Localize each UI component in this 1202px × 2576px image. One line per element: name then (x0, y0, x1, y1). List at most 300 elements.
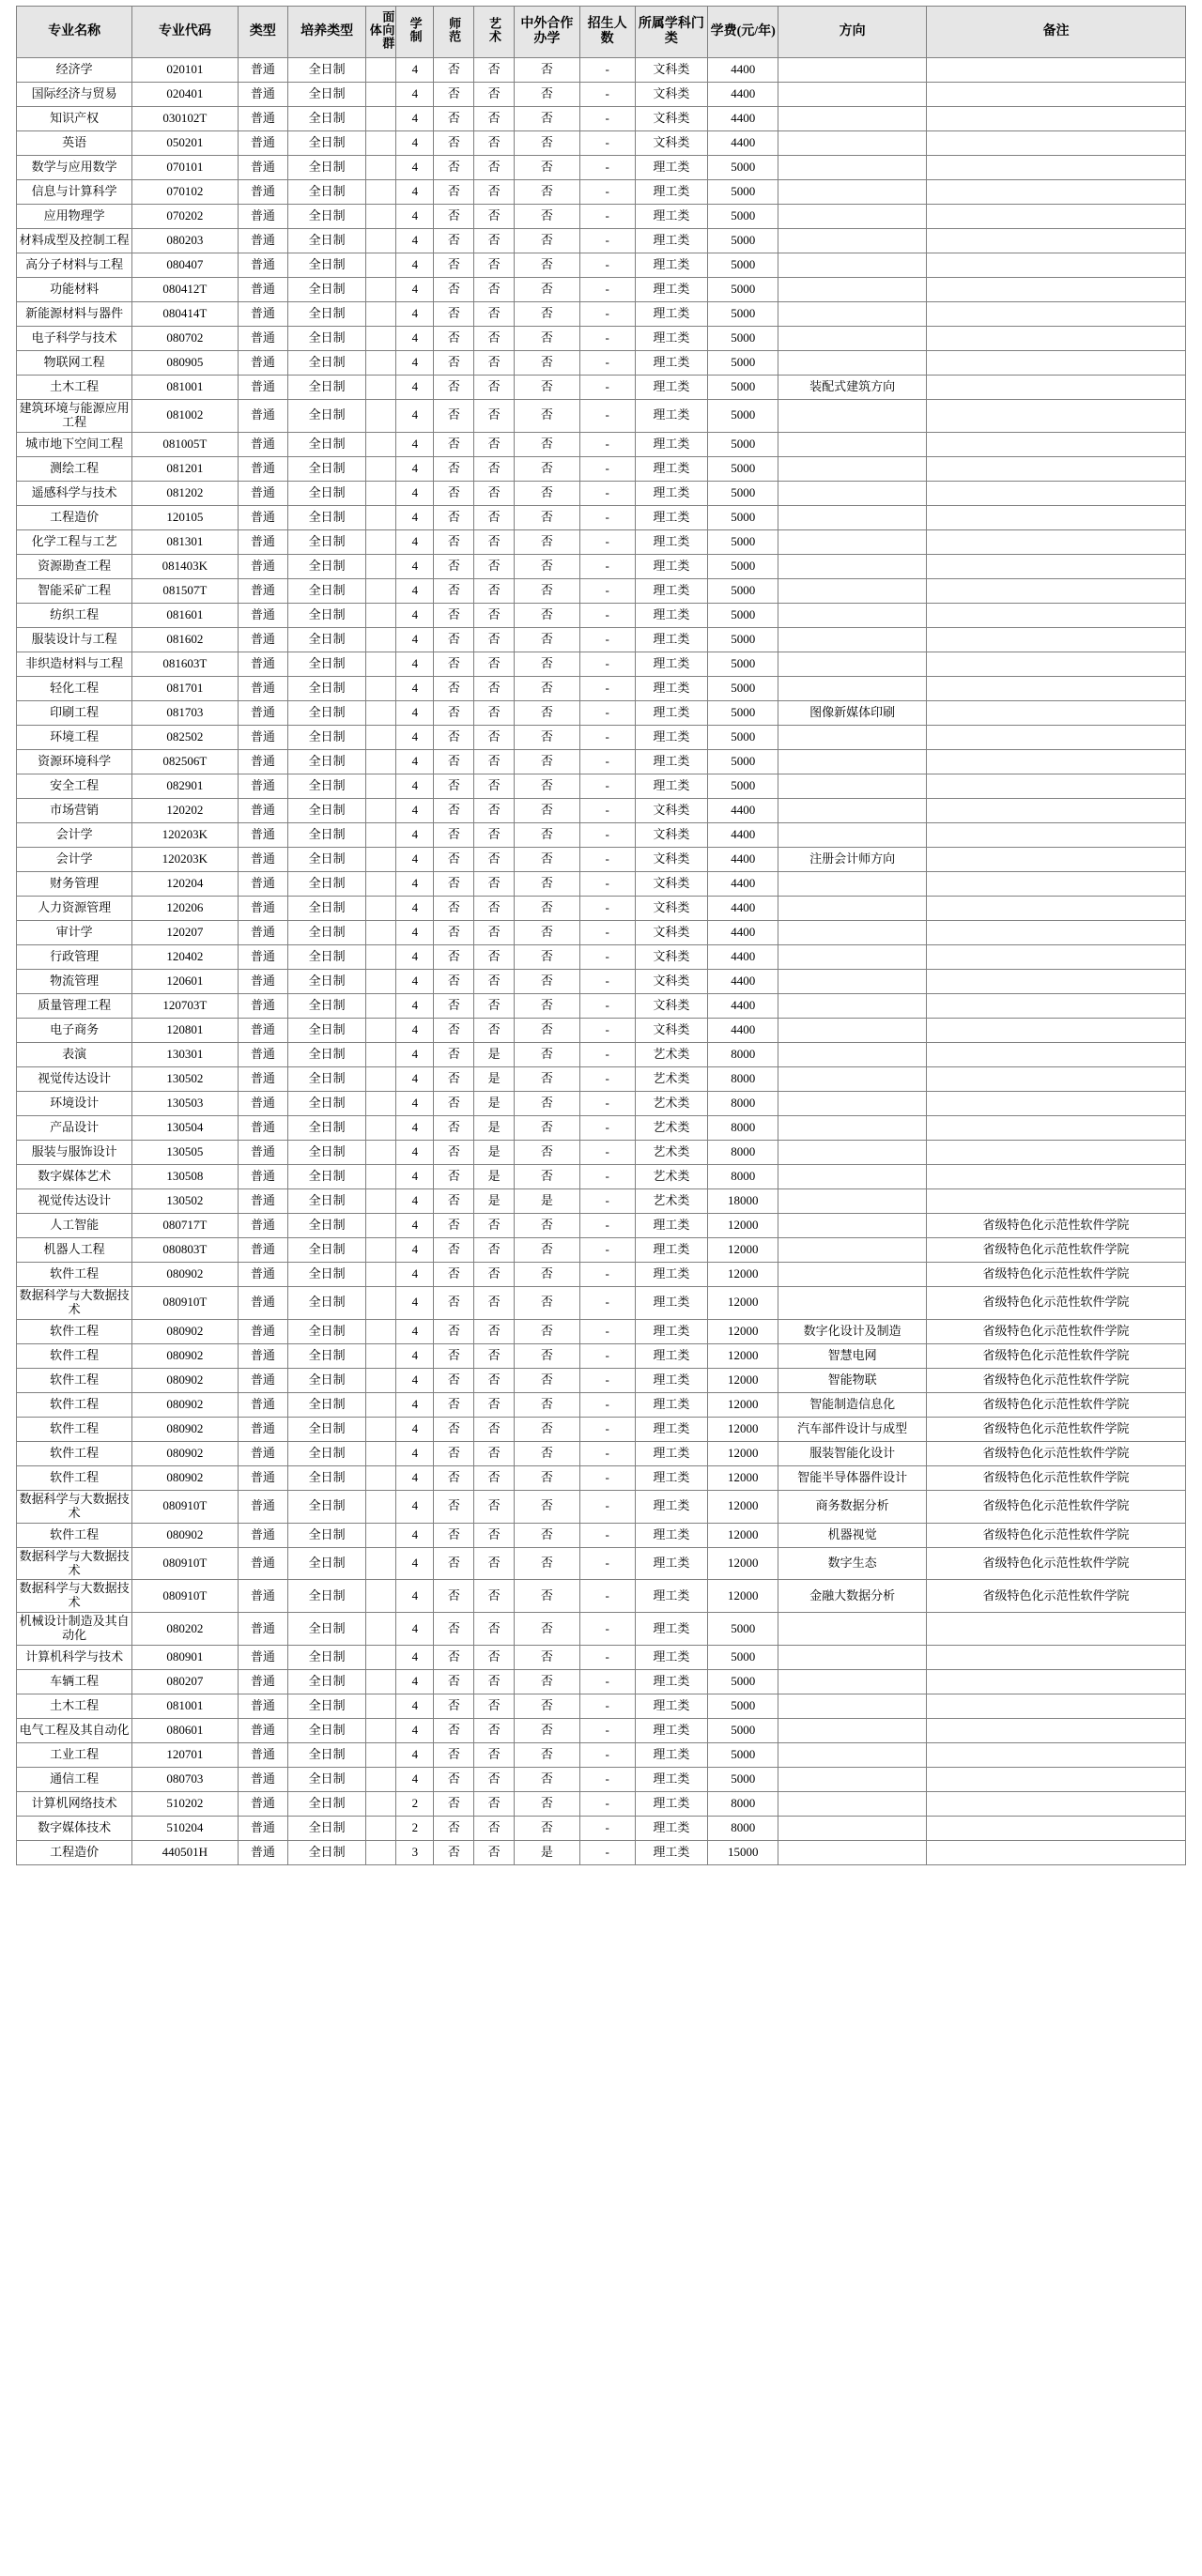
table-row (17, 920, 1186, 944)
cell-years: 4 (396, 1018, 434, 1042)
cell-coop: 否 (515, 1523, 580, 1547)
cell-dir: 数字化设计及制造 (778, 1319, 927, 1343)
table-row (17, 627, 1186, 652)
cell-type: 普通 (238, 1719, 288, 1743)
cell-cat: 理工类 (635, 375, 708, 399)
cell-type: 普通 (238, 627, 288, 652)
cell-art: 否 (474, 871, 515, 896)
cell-train: 全日制 (288, 871, 366, 896)
cell-art: 否 (474, 1319, 515, 1343)
table-body (17, 57, 1186, 1864)
cell-name: 电子科学与技术 (17, 326, 132, 350)
cell-years: 2 (396, 1792, 434, 1817)
cell-coop: 否 (515, 375, 580, 399)
cell-plan: - (579, 1091, 635, 1115)
table-row (17, 432, 1186, 456)
cell-group (366, 155, 396, 179)
cell-fee: 12000 (708, 1580, 778, 1613)
cell-remark (927, 1018, 1186, 1042)
cell-code: 080803T (132, 1237, 238, 1262)
cell-art: 否 (474, 106, 515, 130)
cell-dir (778, 725, 927, 749)
cell-cat: 艺术类 (635, 1140, 708, 1164)
table-row (17, 1817, 1186, 1841)
cell-art: 否 (474, 1792, 515, 1817)
cell-fee: 5000 (708, 432, 778, 456)
cell-coop: 否 (515, 969, 580, 993)
cell-art: 否 (474, 1262, 515, 1286)
cell-name: 遥感科学与技术 (17, 481, 132, 505)
cell-code: 081507T (132, 578, 238, 603)
cell-normal: 否 (434, 1237, 474, 1262)
cell-years: 4 (396, 326, 434, 350)
cell-art: 否 (474, 554, 515, 578)
cell-name: 会计学 (17, 822, 132, 847)
cell-type: 普通 (238, 1213, 288, 1237)
cell-art: 否 (474, 399, 515, 432)
cell-coop: 否 (515, 1646, 580, 1670)
cell-code: 082901 (132, 774, 238, 798)
cell-train: 全日制 (288, 1580, 366, 1613)
cell-train: 全日制 (288, 774, 366, 798)
cell-normal: 否 (434, 1490, 474, 1523)
cell-code: 130502 (132, 1066, 238, 1091)
cell-remark (927, 155, 1186, 179)
cell-type: 普通 (238, 1547, 288, 1580)
cell-art: 否 (474, 456, 515, 481)
cell-type: 普通 (238, 204, 288, 228)
cell-name: 数字媒体艺术 (17, 1164, 132, 1188)
cell-plan: - (579, 1417, 635, 1441)
cell-type: 普通 (238, 798, 288, 822)
cell-type: 普通 (238, 1817, 288, 1841)
table-row (17, 82, 1186, 106)
cell-plan: - (579, 326, 635, 350)
cell-type: 普通 (238, 1441, 288, 1465)
cell-type: 普通 (238, 1042, 288, 1066)
cell-remark (927, 228, 1186, 253)
cell-coop: 否 (515, 1743, 580, 1768)
cell-years: 4 (396, 1768, 434, 1792)
cell-type: 普通 (238, 1523, 288, 1547)
cell-years: 4 (396, 399, 434, 432)
cell-plan: - (579, 277, 635, 301)
cell-group (366, 822, 396, 847)
cell-coop: 否 (515, 920, 580, 944)
cell-name: 审计学 (17, 920, 132, 944)
cell-fee: 5000 (708, 505, 778, 529)
cell-name: 电气工程及其自动化 (17, 1719, 132, 1743)
table-row (17, 1042, 1186, 1066)
cell-remark (927, 822, 1186, 847)
cell-normal: 否 (434, 749, 474, 774)
cell-remark: 省级特色化示范性软件学院 (927, 1392, 1186, 1417)
cell-dir (778, 871, 927, 896)
cell-name: 工程造价 (17, 505, 132, 529)
cell-fee: 12000 (708, 1319, 778, 1343)
cell-normal: 否 (434, 82, 474, 106)
cell-group (366, 1262, 396, 1286)
cell-plan: - (579, 399, 635, 432)
cell-art: 否 (474, 1018, 515, 1042)
cell-art: 否 (474, 1490, 515, 1523)
cell-train: 全日制 (288, 350, 366, 375)
column-header-1: 专业代码 (132, 7, 238, 58)
column-header-6 (434, 7, 474, 58)
cell-plan: - (579, 774, 635, 798)
cell-fee: 5000 (708, 481, 778, 505)
cell-code: 130504 (132, 1115, 238, 1140)
cell-cat: 艺术类 (635, 1188, 708, 1213)
cell-code: 080910T (132, 1547, 238, 1580)
cell-art: 否 (474, 1547, 515, 1580)
cell-art: 否 (474, 1768, 515, 1792)
cell-group (366, 1719, 396, 1743)
cell-dir (778, 481, 927, 505)
cell-type: 普通 (238, 1646, 288, 1670)
cell-coop: 否 (515, 253, 580, 277)
cell-dir (778, 1091, 927, 1115)
cell-code: 130502 (132, 1188, 238, 1213)
cell-train: 全日制 (288, 822, 366, 847)
cell-train: 全日制 (288, 82, 366, 106)
table-row (17, 301, 1186, 326)
cell-art: 否 (474, 326, 515, 350)
cell-plan: - (579, 603, 635, 627)
cell-name: 软件工程 (17, 1262, 132, 1286)
cell-art: 否 (474, 277, 515, 301)
cell-type: 普通 (238, 603, 288, 627)
table-row (17, 896, 1186, 920)
table-row (17, 1646, 1186, 1670)
column-header-5 (396, 7, 434, 58)
cell-plan: - (579, 1490, 635, 1523)
cell-fee: 4400 (708, 130, 778, 155)
cell-name: 机器人工程 (17, 1237, 132, 1262)
table-row (17, 399, 1186, 432)
table-row (17, 578, 1186, 603)
column-header-0: 专业名称 (17, 7, 132, 58)
cell-type: 普通 (238, 529, 288, 554)
cell-code: 081701 (132, 676, 238, 700)
cell-normal: 否 (434, 1188, 474, 1213)
cell-type: 普通 (238, 652, 288, 676)
cell-remark (927, 993, 1186, 1018)
cell-years: 4 (396, 798, 434, 822)
cell-dir (778, 432, 927, 456)
cell-train: 全日制 (288, 155, 366, 179)
table-row (17, 228, 1186, 253)
cell-train: 全日制 (288, 505, 366, 529)
cell-years: 4 (396, 228, 434, 253)
cell-train: 全日制 (288, 1213, 366, 1237)
cell-cat: 理工类 (635, 204, 708, 228)
cell-code: 120206 (132, 896, 238, 920)
cell-train: 全日制 (288, 277, 366, 301)
cell-group (366, 578, 396, 603)
cell-fee: 4400 (708, 57, 778, 82)
cell-art: 否 (474, 1286, 515, 1319)
cell-name: 表演 (17, 1042, 132, 1066)
cell-years: 4 (396, 253, 434, 277)
cell-years: 4 (396, 1213, 434, 1237)
cell-years: 4 (396, 1523, 434, 1547)
cell-normal: 否 (434, 847, 474, 871)
cell-train: 全日制 (288, 1670, 366, 1694)
cell-plan: - (579, 130, 635, 155)
cell-type: 普通 (238, 871, 288, 896)
cell-code: 080902 (132, 1465, 238, 1490)
cell-plan: - (579, 1368, 635, 1392)
cell-fee: 4400 (708, 798, 778, 822)
cell-cat: 理工类 (635, 1465, 708, 1490)
cell-train: 全日制 (288, 399, 366, 432)
cell-remark: 省级特色化示范性软件学院 (927, 1286, 1186, 1319)
cell-plan: - (579, 1286, 635, 1319)
cell-plan: - (579, 204, 635, 228)
cell-remark (927, 1091, 1186, 1115)
cell-dir (778, 1237, 927, 1262)
cell-remark (927, 798, 1186, 822)
cell-code: 510202 (132, 1792, 238, 1817)
cell-coop: 否 (515, 1286, 580, 1319)
cell-plan: - (579, 228, 635, 253)
cell-dir (778, 1213, 927, 1237)
cell-type: 普通 (238, 57, 288, 82)
cell-name: 安全工程 (17, 774, 132, 798)
cell-type: 普通 (238, 1694, 288, 1719)
cell-fee: 5000 (708, 676, 778, 700)
cell-fee: 12000 (708, 1286, 778, 1319)
cell-coop: 否 (515, 228, 580, 253)
cell-train: 全日制 (288, 1465, 366, 1490)
cell-code: 120105 (132, 505, 238, 529)
cell-name: 资源勘查工程 (17, 554, 132, 578)
cell-coop: 否 (515, 1319, 580, 1343)
cell-remark (927, 481, 1186, 505)
cell-fee: 12000 (708, 1441, 778, 1465)
cell-cat: 理工类 (635, 277, 708, 301)
cell-dir (778, 1694, 927, 1719)
cell-fee: 5000 (708, 228, 778, 253)
cell-years: 4 (396, 1091, 434, 1115)
cell-cat: 理工类 (635, 1768, 708, 1792)
cell-plan: - (579, 822, 635, 847)
cell-dir: 智慧电网 (778, 1343, 927, 1368)
cell-group (366, 554, 396, 578)
cell-years: 4 (396, 375, 434, 399)
cell-coop: 否 (515, 627, 580, 652)
cell-dir (778, 399, 927, 432)
cell-type: 普通 (238, 1343, 288, 1368)
cell-art: 否 (474, 1613, 515, 1646)
table-row (17, 130, 1186, 155)
cell-plan: - (579, 529, 635, 554)
cell-normal: 否 (434, 1792, 474, 1817)
cell-art: 是 (474, 1091, 515, 1115)
cell-fee: 8000 (708, 1066, 778, 1091)
cell-plan: - (579, 944, 635, 969)
cell-plan: - (579, 1694, 635, 1719)
cell-art: 否 (474, 944, 515, 969)
cell-fee: 5000 (708, 1743, 778, 1768)
cell-dir (778, 505, 927, 529)
cell-group (366, 82, 396, 106)
cell-type: 普通 (238, 896, 288, 920)
cell-years: 4 (396, 301, 434, 326)
cell-years: 4 (396, 529, 434, 554)
cell-normal: 否 (434, 1768, 474, 1792)
cell-remark: 省级特色化示范性软件学院 (927, 1441, 1186, 1465)
cell-remark (927, 432, 1186, 456)
cell-fee: 12000 (708, 1490, 778, 1523)
cell-remark: 省级特色化示范性软件学院 (927, 1417, 1186, 1441)
cell-code: 120207 (132, 920, 238, 944)
cell-cat: 文科类 (635, 822, 708, 847)
cell-dir (778, 1768, 927, 1792)
cell-remark (927, 57, 1186, 82)
major-enrollment-table (16, 6, 1186, 1865)
cell-group (366, 456, 396, 481)
table-row (17, 155, 1186, 179)
cell-normal: 否 (434, 1091, 474, 1115)
cell-train: 全日制 (288, 456, 366, 481)
cell-name: 英语 (17, 130, 132, 155)
cell-normal: 否 (434, 155, 474, 179)
cell-cat: 艺术类 (635, 1115, 708, 1140)
cell-coop: 否 (515, 993, 580, 1018)
cell-type: 普通 (238, 1841, 288, 1865)
cell-normal: 否 (434, 871, 474, 896)
cell-train: 全日制 (288, 993, 366, 1018)
cell-art: 否 (474, 204, 515, 228)
table-row (17, 529, 1186, 554)
cell-name: 软件工程 (17, 1523, 132, 1547)
cell-group (366, 130, 396, 155)
cell-plan: - (579, 1547, 635, 1580)
cell-normal: 否 (434, 1817, 474, 1841)
table-row (17, 1188, 1186, 1213)
cell-group (366, 725, 396, 749)
cell-normal: 否 (434, 1262, 474, 1286)
cell-train: 全日制 (288, 1018, 366, 1042)
cell-name: 车辆工程 (17, 1670, 132, 1694)
cell-code: 080902 (132, 1368, 238, 1392)
cell-remark (927, 1115, 1186, 1140)
cell-train: 全日制 (288, 1115, 366, 1140)
cell-plan: - (579, 1042, 635, 1066)
cell-group (366, 1792, 396, 1817)
cell-normal: 否 (434, 578, 474, 603)
cell-train: 全日制 (288, 1694, 366, 1719)
cell-plan: - (579, 896, 635, 920)
cell-normal: 否 (434, 993, 474, 1018)
cell-name: 土木工程 (17, 1694, 132, 1719)
cell-type: 普通 (238, 155, 288, 179)
table-row (17, 847, 1186, 871)
table-row (17, 1613, 1186, 1646)
cell-art: 否 (474, 253, 515, 277)
cell-train: 全日制 (288, 554, 366, 578)
cell-type: 普通 (238, 993, 288, 1018)
cell-normal: 否 (434, 822, 474, 847)
cell-remark (927, 652, 1186, 676)
cell-code: 130505 (132, 1140, 238, 1164)
cell-cat: 艺术类 (635, 1042, 708, 1066)
cell-cat: 理工类 (635, 456, 708, 481)
cell-remark (927, 725, 1186, 749)
cell-name: 土木工程 (17, 375, 132, 399)
cell-train: 全日制 (288, 1042, 366, 1066)
cell-group (366, 1694, 396, 1719)
cell-dir (778, 1115, 927, 1140)
cell-group (366, 871, 396, 896)
cell-remark (927, 969, 1186, 993)
cell-years: 4 (396, 481, 434, 505)
cell-dir (778, 57, 927, 82)
table-row (17, 1441, 1186, 1465)
table-row (17, 1792, 1186, 1817)
cell-type: 普通 (238, 774, 288, 798)
cell-years: 4 (396, 969, 434, 993)
cell-normal: 否 (434, 350, 474, 375)
cell-type: 普通 (238, 1392, 288, 1417)
cell-name: 视觉传达设计 (17, 1066, 132, 1091)
cell-plan: - (579, 82, 635, 106)
column-header-8: 中外合作办学 (515, 7, 580, 58)
cell-plan: - (579, 1646, 635, 1670)
cell-train: 全日制 (288, 228, 366, 253)
table-row (17, 1286, 1186, 1319)
cell-cat: 艺术类 (635, 1091, 708, 1115)
cell-remark (927, 82, 1186, 106)
cell-name: 数据科学与大数据技术 (17, 1580, 132, 1613)
cell-code: 120703T (132, 993, 238, 1018)
cell-cat: 理工类 (635, 399, 708, 432)
cell-code: 120202 (132, 798, 238, 822)
cell-dir (778, 253, 927, 277)
cell-remark (927, 920, 1186, 944)
cell-train: 全日制 (288, 603, 366, 627)
cell-normal: 否 (434, 1719, 474, 1743)
table-row (17, 1490, 1186, 1523)
cell-cat: 理工类 (635, 1743, 708, 1768)
cell-coop: 否 (515, 1066, 580, 1091)
cell-normal: 否 (434, 1368, 474, 1392)
cell-group (366, 1580, 396, 1613)
cell-cat: 理工类 (635, 1286, 708, 1319)
cell-remark (927, 700, 1186, 725)
cell-name: 软件工程 (17, 1465, 132, 1490)
cell-train: 全日制 (288, 1417, 366, 1441)
cell-normal: 否 (434, 1018, 474, 1042)
cell-name: 物流管理 (17, 969, 132, 993)
cell-cat: 文科类 (635, 82, 708, 106)
cell-coop: 否 (515, 1768, 580, 1792)
cell-coop: 否 (515, 1547, 580, 1580)
table-row (17, 179, 1186, 204)
cell-art: 否 (474, 82, 515, 106)
cell-train: 全日制 (288, 1841, 366, 1865)
column-header-7 (474, 7, 515, 58)
cell-remark (927, 106, 1186, 130)
cell-plan: - (579, 700, 635, 725)
cell-years: 4 (396, 1343, 434, 1368)
cell-cat: 理工类 (635, 1613, 708, 1646)
cell-cat: 理工类 (635, 1319, 708, 1343)
cell-art: 否 (474, 822, 515, 847)
cell-remark (927, 375, 1186, 399)
